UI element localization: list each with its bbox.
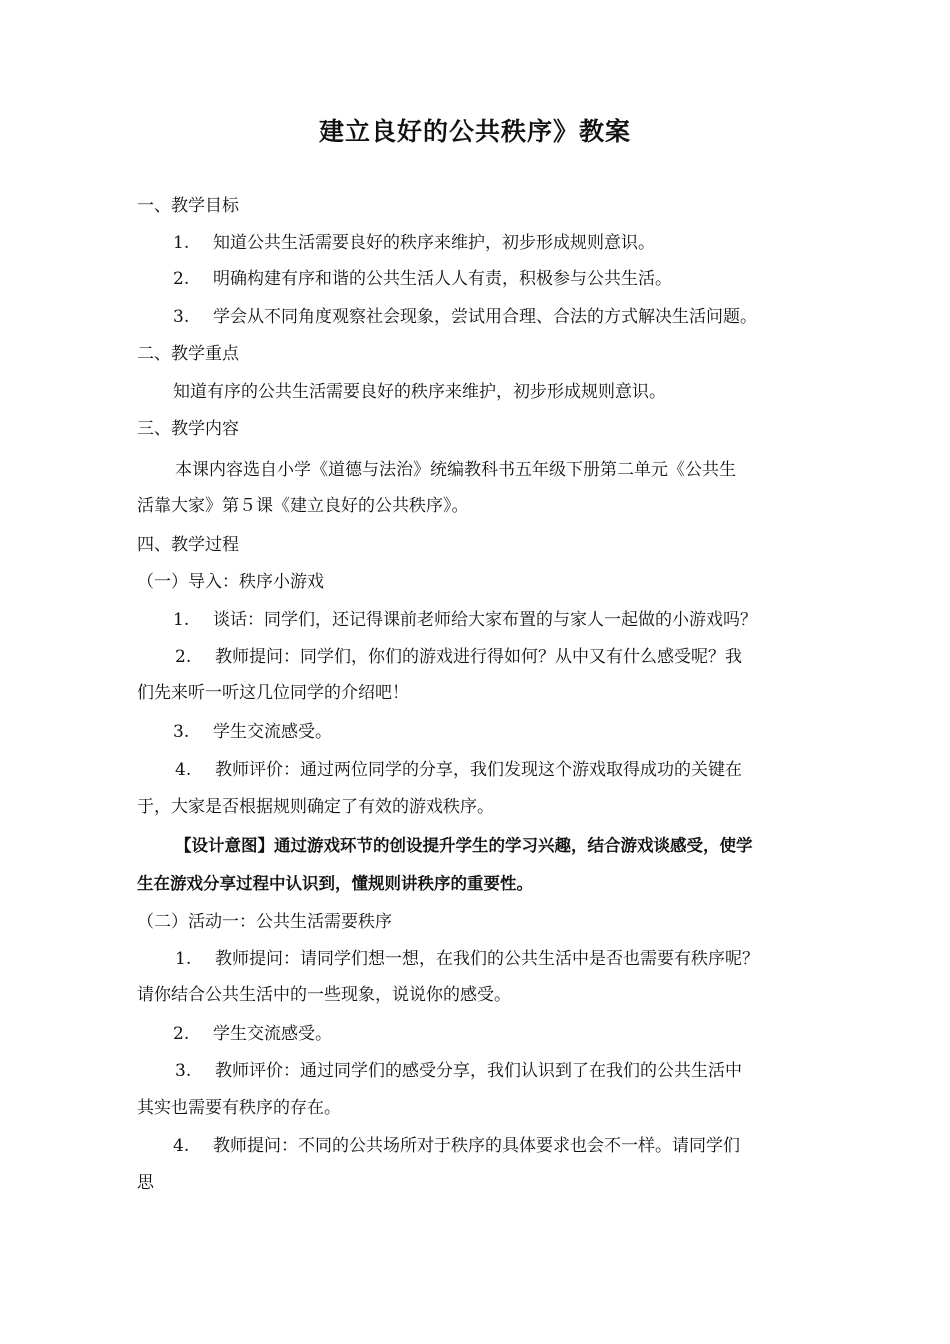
item-text: 学会从不同角度观察社会现象，尝试用合理、合法的方式解决生活问题。 — [213, 307, 757, 327]
intro-item-2 — [175, 645, 742, 669]
item-number: 3. — [173, 307, 190, 327]
item-text: 教师提问：同学们，你们的游戏进行得如何？从中又有什么感受呢？我 — [215, 647, 742, 667]
document-title: 建立良好的公共秩序》教案 — [318, 117, 631, 146]
intro-item-4-continued: 于，大家是否根据规则确定了有效的游戏秩序。 — [137, 797, 494, 817]
activity-item-1 — [175, 947, 759, 971]
content-line-2: 活靠大家》第５课《建立良好的公共秩序》。 — [137, 496, 469, 516]
goal-item-1 — [173, 231, 655, 255]
item-number: 1. — [175, 949, 192, 969]
activity-item-4-continued: 思 — [137, 1173, 154, 1193]
activity-item-3 — [175, 1059, 742, 1083]
section-heading-process: 四、教学过程 — [137, 535, 239, 555]
item-number: 4. — [173, 1136, 190, 1156]
design-intent-line-2: 生在游戏分享过程中认识到，懂规则讲秩序的重要性。 — [137, 874, 533, 893]
item-number: 1. — [173, 610, 190, 630]
intro-item-2-continued: 们先来听一听这几位同学的介绍吧！ — [137, 683, 409, 703]
item-text: 教师提问：不同的公共场所对于秩序的具体要求也会不一样。请同学们 — [213, 1136, 740, 1156]
item-number: 3. — [173, 722, 190, 742]
intro-item-1 — [173, 608, 757, 632]
item-text: 教师提问：请同学们想一想，在我们的公共生活中是否也需要有秩序呢？ — [215, 949, 759, 969]
item-text: 学生交流感受。 — [213, 722, 332, 742]
item-number: 2. — [173, 1024, 190, 1044]
goal-item-3 — [173, 305, 757, 329]
item-text: 谈话：同学们，还记得课前老师给大家布置的与家人一起做的小游戏吗？ — [213, 610, 757, 630]
activity-item-4 — [173, 1134, 740, 1158]
subsection-heading-intro: （一）导入：秩序小游戏 — [137, 572, 324, 592]
subsection-heading-activity-1: （二）活动一：公共生活需要秩序 — [137, 912, 392, 932]
item-number: 3. — [175, 1061, 192, 1081]
activity-item-3-continued: 其实也需要有秩序的存在。 — [137, 1098, 341, 1118]
item-text: 教师评价：通过两位同学的分享，我们发现这个游戏取得成功的关键在 — [215, 760, 742, 780]
activity-item-2 — [173, 1022, 332, 1046]
item-text: 学生交流感受。 — [213, 1024, 332, 1044]
item-text: 教师评价：通过同学们的感受分享，我们认识到了在我们的公共生活中 — [215, 1061, 742, 1081]
goal-item-2 — [173, 267, 672, 291]
item-number: 1. — [173, 233, 190, 253]
item-number: 4. — [175, 760, 192, 780]
intro-item-3 — [173, 720, 332, 744]
item-text: 明确构建有序和谐的公共生活人人有责，积极参与公共生活。 — [213, 269, 672, 289]
design-intent-line-1: 【设计意图】通过游戏环节的创设提升学生的学习兴趣，结合游戏谈感受，使学 — [175, 836, 753, 855]
activity-item-1-continued: 请你结合公共生活中的一些现象，说说你的感受。 — [137, 985, 511, 1005]
section-heading-content: 三、教学内容 — [137, 419, 239, 439]
item-number: 2. — [175, 647, 192, 667]
item-number: 2. — [173, 269, 190, 289]
content-line-1: 本课内容选自小学《道德与法治》统编教科书五年级下册第二单元《公共生 — [175, 460, 736, 480]
intro-item-4 — [175, 758, 742, 782]
item-text: 知道公共生活需要良好的秩序来维护，初步形成规则意识。 — [213, 233, 655, 253]
section-heading-focus: 二、教学重点 — [137, 344, 239, 364]
section-heading-goals: 一、教学目标 — [137, 196, 239, 216]
focus-text: 知道有序的公共生活需要良好的秩序来维护，初步形成规则意识。 — [173, 382, 666, 402]
